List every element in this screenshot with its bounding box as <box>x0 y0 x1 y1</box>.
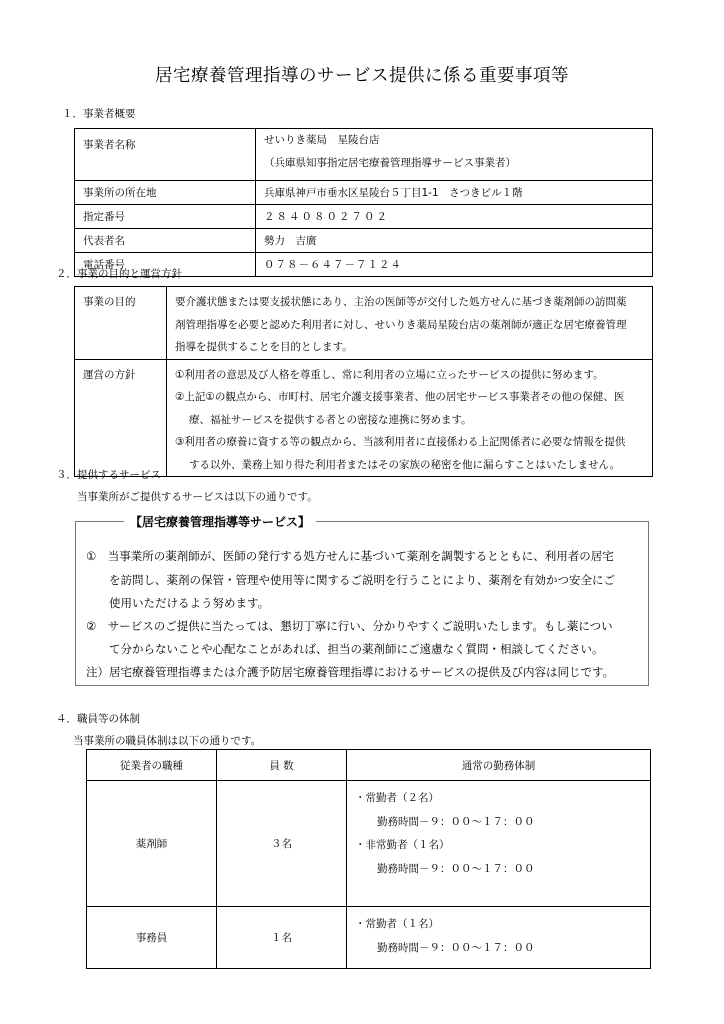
row-value <box>256 129 653 181</box>
service-line: て分からないことや心配なことがあれば、担当の薬剤師にご遠慮なく質問・相談してください。 <box>86 642 604 656</box>
row-label: 事業所の所在地 <box>75 181 256 205</box>
column-header: 通常の勤務体制 <box>347 750 651 781</box>
policy-label: 運営の方針 <box>75 359 167 477</box>
text-line: 剤管理指導を必要と認めた利用者に対し、せいりき薬局星陵台店の薬剤師が適正な居宅療養管理 <box>175 318 627 331</box>
section-heading-4: ４．職員等の体制 <box>56 713 140 725</box>
count-cell: ３名 <box>217 781 347 907</box>
column-header: 従業者の職種 <box>87 750 217 781</box>
page-title: 居宅療養管理指導のサービス提供に係る重要事項等 <box>155 66 569 86</box>
text-line: ②上記①の観点から、市町村、居宅介護支援事業者、他の居宅サービス事業者その他の保健、医 <box>175 391 625 403</box>
row-value: ０７８－６４７－７１２４ <box>256 253 653 277</box>
row-value: ２８４０８０２７０２ <box>256 205 653 229</box>
role-cell: 事務員 <box>87 907 217 969</box>
row-value: 兵庫県神戸市垂水区星陵台５丁目1-1 さつきビル１階 <box>256 181 653 205</box>
text-line: する以外、業務上知り得た利用者またはその家族の秘密を他に漏らすことはいたしません。 <box>189 458 621 471</box>
schedule-line: 勤務時間－９：００～１７：００ <box>377 862 535 875</box>
section-intro-3: 当事業所がご提供するサービスは以下の通りです。 <box>77 491 318 503</box>
row-label: 指定番号 <box>75 205 256 229</box>
table-row <box>87 907 651 969</box>
value-line: せいりき薬局 星陵台店 <box>264 134 380 146</box>
schedule-line: ・常勤者（１名） <box>355 918 439 930</box>
service-line: ② サービスのご提供に当たっては、懇切丁寧に行い、分かりやすくご説明いたします。もし薬につい <box>86 619 613 633</box>
schedule-cell <box>347 907 651 969</box>
section-heading-2: ２．事業の目的と運営方針 <box>56 268 182 280</box>
section-heading-3: ３．提供するサービス <box>56 469 161 481</box>
count-cell: １名 <box>217 907 347 969</box>
policy-text <box>167 359 653 477</box>
service-line: 使用いただけるよう努めます。 <box>86 596 270 610</box>
overview-table <box>74 128 653 277</box>
row-value: 勢力 吉廣 <box>256 229 653 253</box>
table-header-row <box>87 750 651 781</box>
row-label: 事業者名称 <box>75 129 256 181</box>
table-row <box>75 181 653 205</box>
text-line: ③利用者の療養に資する等の観点から、当該利用者に直接係わる上記関係者に必要な情報を提供 <box>175 436 626 448</box>
schedule-line: 勤務時間－９：００～１７：００ <box>377 815 535 828</box>
purpose-text <box>167 287 653 360</box>
table-row <box>87 781 651 907</box>
staff-table <box>86 749 651 969</box>
section-heading-1: １．事業者概要 <box>62 108 136 120</box>
table-row <box>75 359 653 477</box>
service-box-title: 【居宅療養管理指導等サービス】 <box>124 513 316 530</box>
service-note: 注）居宅療養管理指導または介護予防居宅療養管理指導におけるサービスの提供及び内容は同じです。 <box>86 665 615 679</box>
table-row <box>75 287 653 360</box>
schedule-line: ・非常勤者（１名） <box>355 839 450 851</box>
table-row <box>75 229 653 253</box>
text-line: 要介護状態または要支援状態にあり、主治の医師等が交付した処方せんに基づき薬剤師の訪問薬 <box>175 296 627 308</box>
schedule-line: 勤務時間－９：００～１７：００ <box>377 941 535 954</box>
role-cell: 薬剤師 <box>87 781 217 907</box>
row-label: 電話番号 <box>75 253 256 277</box>
text-line: 指導を提供することを目的とします。 <box>175 341 353 353</box>
purpose-label: 事業の目的 <box>75 287 167 360</box>
section-intro-4: 当事業所の職員体制は以下の通りです。 <box>73 735 262 747</box>
value-line: （兵庫県知事指定居宅療養管理指導サービス事業者） <box>264 157 516 169</box>
row-label: 代表者名 <box>75 229 256 253</box>
table-row <box>75 129 653 181</box>
schedule-line: ・常勤者（２名） <box>355 792 439 804</box>
purpose-table <box>74 286 653 477</box>
text-line: 療、福祉サービスを提供する者との密接な連携に努めます。 <box>189 413 472 426</box>
table-row <box>75 205 653 229</box>
column-header: 員 数 <box>217 750 347 781</box>
service-line: を訪問し、薬剤の保管・管理や使用等に関するご説明を行うことにより、薬剤を有効かつ安全にご <box>86 573 615 587</box>
schedule-cell <box>347 781 651 907</box>
text-line: ①利用者の意思及び人格を尊重し、常に利用者の立場に立ったサービスの提供に努めます。 <box>175 368 604 381</box>
service-line: ① 当事業所の薬剤師が、医師の発行する処方せんに基づいて薬剤を調製するとともに、利用者の居宅 <box>86 549 614 563</box>
